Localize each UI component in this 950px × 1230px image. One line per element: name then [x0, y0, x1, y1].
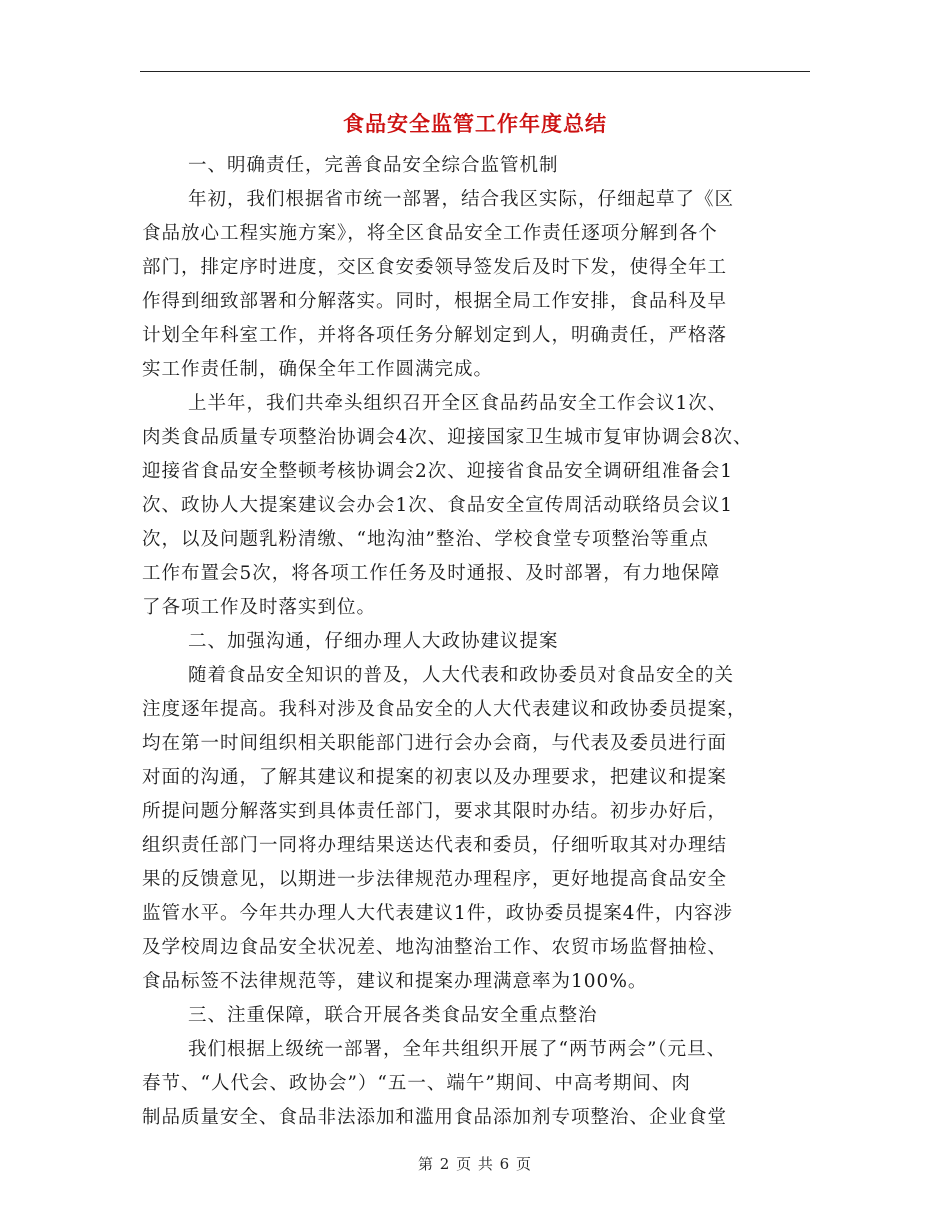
- body-line: 食品放心工程实施方案》，将全区食品安全工作责任逐项分解到各个: [142, 223, 718, 244]
- document-title: 食品安全监管工作年度总结: [343, 111, 607, 136]
- body-line: 对面的沟通，了解其建议和提案的初衷以及办理要求，把建议和提案: [142, 767, 728, 788]
- body-line: 次，以及问题乳粉清缴、“地沟油”整治、学校食堂专项整治等重点: [142, 529, 709, 550]
- document-body: [142, 149, 822, 1135]
- body-line: 春节、“人代会、政协会”）“五一、端午”期间、中高考期间、肉: [142, 1073, 691, 1094]
- body-line: 监管水平。今年共办理人大代表建议1件，政协委员提案4件，内容涉: [142, 903, 734, 924]
- body-line: 均在第一时间组织相关职能部门进行会办会商，与代表及委员进行面: [142, 733, 728, 754]
- body-line: 制品质量安全、食品非法添加和滥用食品添加剂专项整治、企业食堂: [142, 1107, 728, 1128]
- body-line: 年初，我们根据省市统一部署，结合我区实际，仔细起草了《区: [188, 189, 735, 210]
- body-line: 三、注重保障，联合开展各类食品安全重点整治: [188, 1005, 598, 1026]
- body-line: 二、加强沟通，仔细办理人大政协建议提案: [188, 631, 559, 652]
- body-line: 随着食品安全知识的普及，人大代表和政协委员对食品安全的关: [188, 665, 735, 686]
- body-line: 肉类食品质量专项整治协调会4次、迎接国家卫生城市复审协调会8次、: [142, 427, 753, 448]
- body-line: 部门，排定序时进度，交区食安委领导签发后及时下发，使得全年工: [142, 257, 728, 278]
- body-line: 及学校周边食品安全状况差、地沟油整治工作、农贸市场监督抽检、: [142, 937, 728, 958]
- body-line: 作得到细致部署和分解落实。同时，根据全局工作安排，食品科及早: [142, 291, 728, 312]
- page-number: 第 2 页 共 6 页: [418, 1155, 532, 1173]
- body-line: 果的反馈意见，以期进一步法律规范办理程序，更好地提高食品安全: [142, 869, 728, 890]
- body-line: 一、明确责任，完善食品安全综合监管机制: [188, 155, 559, 176]
- body-line: 计划全年科室工作，并将各项任务分解划定到人，明确责任，严格落: [142, 325, 728, 346]
- body-line: 组织责任部门一同将办理结果送达代表和委员，仔细听取其对办理结: [142, 835, 728, 856]
- body-line: 实工作责任制，确保全年工作圆满完成。: [142, 359, 494, 380]
- body-line: 迎接省食品安全整顿考核协调会2次、迎接省食品安全调研组准备会1: [142, 461, 734, 482]
- body-line: 注度逐年提高。我科对涉及食品安全的人大代表建议和政协委员提案，: [142, 699, 747, 720]
- body-line: 工作布置会5次，将各项工作任务及时通报、及时部署，有力地保障: [142, 563, 721, 584]
- body-line: 我们根据上级统一部署，全年共组织开展了“两节两会”（元旦、: [188, 1039, 727, 1060]
- body-line: 食品标签不法律规范等，建议和提案办理满意率为100%。: [142, 971, 648, 992]
- header-rule: [140, 71, 810, 72]
- body-line: 了各项工作及时落实到位。: [142, 597, 377, 618]
- body-line: 上半年，我们共牵头组织召开全区食品药品安全工作会议1次、: [188, 393, 728, 414]
- body-line: 次、政协人大提案建议会办会1次、食品安全宣传周活动联络员会议1: [142, 495, 734, 516]
- body-line: 所提问题分解落实到具体责任部门，要求其限时办结。初步办好后，: [142, 801, 728, 822]
